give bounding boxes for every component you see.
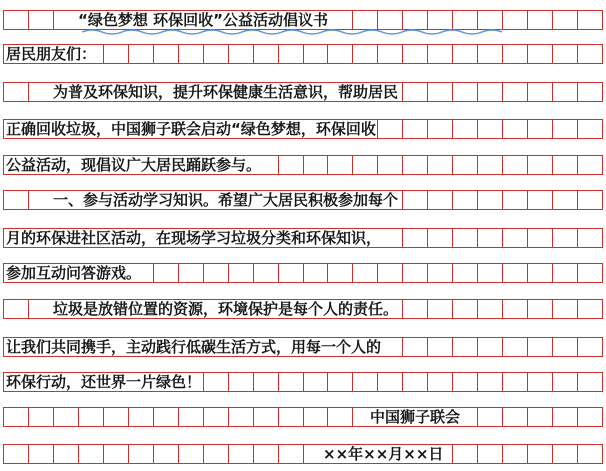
- grid-row: [3, 407, 603, 427]
- grid-cell: [503, 263, 528, 283]
- grid-cell: [428, 119, 453, 139]
- grid-cell: [528, 10, 553, 30]
- grid-cell: [378, 10, 403, 30]
- grid-cell: [503, 444, 528, 464]
- grid-cell: [478, 337, 503, 357]
- grid-cell: [129, 407, 154, 427]
- grid-cell: [304, 44, 329, 64]
- grid-cell: [378, 337, 403, 357]
- grid-cell: [54, 10, 79, 30]
- grid-cell: [353, 263, 378, 283]
- grid-cell: [578, 337, 603, 357]
- grid-cell: [179, 407, 204, 427]
- grid-cell: [4, 10, 29, 30]
- grid-cell: [378, 372, 403, 392]
- grid-cell: [578, 10, 603, 30]
- grid-cell: [229, 444, 254, 464]
- paragraph-2-line-3: 参加互动问答游戏。: [6, 264, 142, 282]
- grid-cell: [478, 263, 503, 283]
- grid-cell: [403, 119, 428, 139]
- grid-row: [3, 444, 603, 464]
- grid-cell: [478, 299, 503, 319]
- grid-cell: [353, 10, 378, 30]
- grid-cell: [254, 44, 279, 64]
- grid-cell: [453, 263, 478, 283]
- grid-cell: [129, 444, 154, 464]
- grid-cell: [553, 119, 578, 139]
- grid-cell: [578, 444, 603, 464]
- grid-cell: [254, 372, 279, 392]
- grid-cell: [553, 299, 578, 319]
- grid-cell: [553, 228, 578, 248]
- grid-cell: [428, 82, 453, 102]
- grid-cell: [29, 299, 54, 319]
- grid-cell: [229, 44, 254, 64]
- grid-cell: [403, 263, 428, 283]
- grid-cell: [453, 299, 478, 319]
- grid-cell: [279, 372, 304, 392]
- paragraph-1-line-3: 公益活动，现倡议广大居民踊跃参与。: [6, 156, 262, 174]
- grid-cell: [528, 263, 553, 283]
- grid-cell: [478, 155, 503, 175]
- grid-cell: [378, 228, 403, 248]
- grid-cell: [528, 155, 553, 175]
- grid-cell: [54, 407, 79, 427]
- grid-cell: [428, 155, 453, 175]
- grid-cell: [378, 44, 403, 64]
- grid-cell: [403, 10, 428, 30]
- grid-cell: [304, 407, 329, 427]
- grid-cell: [528, 444, 553, 464]
- grid-cell: [578, 155, 603, 175]
- grid-cell: [503, 155, 528, 175]
- grid-cell: [528, 372, 553, 392]
- grid-cell: [553, 337, 578, 357]
- paragraph-4-line-1: 让我们共同携手，主动践行低碳生活方式，用每一个人的: [6, 338, 382, 356]
- grid-cell: [154, 407, 179, 427]
- grid-cell: [378, 119, 403, 139]
- grid-cell: [578, 407, 603, 427]
- grid-cell: [528, 299, 553, 319]
- grid-cell: [503, 82, 528, 102]
- grid-cell: [428, 228, 453, 248]
- grid-cell: [328, 155, 353, 175]
- grid-cell: [503, 337, 528, 357]
- grid-cell: [304, 263, 329, 283]
- grid-cell: [528, 119, 553, 139]
- grid-cell: [553, 82, 578, 102]
- grid-cell: [453, 337, 478, 357]
- grid-cell: [353, 155, 378, 175]
- grid-cell: [403, 337, 428, 357]
- grid-cell: [54, 444, 79, 464]
- grid-cell: [453, 10, 478, 30]
- grid-cell: [4, 190, 29, 210]
- grid-cell: [528, 190, 553, 210]
- grid-cell: [279, 263, 304, 283]
- grid-cell: [378, 263, 403, 283]
- grid-cell: [503, 372, 528, 392]
- grid-cell: [578, 44, 603, 64]
- grid-cell: [503, 119, 528, 139]
- grid-cell: [578, 299, 603, 319]
- grid-cell: [428, 299, 453, 319]
- grid-cell: [553, 10, 578, 30]
- grid-cell: [378, 155, 403, 175]
- grid-cell: [4, 82, 29, 102]
- grid-cell: [553, 407, 578, 427]
- grid-cell: [204, 263, 229, 283]
- grid-cell: [453, 444, 478, 464]
- grid-cell: [478, 372, 503, 392]
- grid-cell: [104, 444, 129, 464]
- grid-cell: [553, 444, 578, 464]
- grid-cell: [428, 190, 453, 210]
- grid-cell: [254, 407, 279, 427]
- grid-cell: [428, 44, 453, 64]
- grid-cell: [304, 155, 329, 175]
- grid-cell: [29, 10, 54, 30]
- grid-cell: [279, 444, 304, 464]
- grid-cell: [403, 82, 428, 102]
- grid-cell: [179, 444, 204, 464]
- grid-cell: [528, 44, 553, 64]
- grid-cell: [578, 228, 603, 248]
- grid-cell: [503, 190, 528, 210]
- grid-cell: [79, 444, 104, 464]
- grid-cell: [403, 155, 428, 175]
- grid-cell: [4, 444, 29, 464]
- grid-cell: [179, 263, 204, 283]
- grid-cell: [478, 10, 503, 30]
- grid-cell: [29, 190, 54, 210]
- grid-cell: [29, 82, 54, 102]
- grid-cell: [503, 44, 528, 64]
- grid-cell: [453, 372, 478, 392]
- grid-cell: [578, 263, 603, 283]
- grid-cell: [503, 407, 528, 427]
- grid-cell: [578, 119, 603, 139]
- grid-cell: [528, 407, 553, 427]
- grid-cell: [428, 263, 453, 283]
- grid-cell: [428, 337, 453, 357]
- grid-cell: [279, 407, 304, 427]
- grid-cell: [229, 372, 254, 392]
- grid-cell: [154, 44, 179, 64]
- grid-cell: [428, 372, 453, 392]
- grid-cell: [453, 119, 478, 139]
- grid-cell: [179, 44, 204, 64]
- grid-cell: [403, 372, 428, 392]
- grid-cell: [279, 44, 304, 64]
- grid-cell: [328, 10, 353, 30]
- grid-cell: [578, 190, 603, 210]
- signature: 中国狮子联会: [370, 408, 461, 426]
- grid-cell: [453, 44, 478, 64]
- grid-cell: [578, 372, 603, 392]
- grid-cell: [553, 263, 578, 283]
- grid-cell: [353, 372, 378, 392]
- grid-cell: [204, 407, 229, 427]
- grid-cell: [553, 44, 578, 64]
- grid-cell: [403, 228, 428, 248]
- paragraph-1-line-1: 为普及环保知识，提升环保健康生活意识，帮助居民: [53, 83, 399, 101]
- grid-cell: [328, 407, 353, 427]
- paragraph-1-line-2: 正确回收垃圾，中国狮子联会启动“绿色梦想，环保回收: [6, 120, 376, 138]
- grid-cell: [528, 82, 553, 102]
- grid-cell: [403, 190, 428, 210]
- paragraph-2-line-2: 月的环保进社区活动，在现场学习垃圾分类和环保知识，: [6, 229, 382, 247]
- grid-cell: [553, 155, 578, 175]
- grid-cell: [478, 190, 503, 210]
- grid-cell: [328, 44, 353, 64]
- grid-cell: [453, 228, 478, 248]
- grid-cell: [4, 299, 29, 319]
- grid-cell: [453, 82, 478, 102]
- grid-cell: [478, 82, 503, 102]
- grid-cell: [328, 372, 353, 392]
- date: ××年××月××日: [323, 445, 444, 463]
- paragraph-2-line-1: 一、参与活动学习知识。希望广大居民积极参加每个: [53, 191, 399, 209]
- grid-cell: [553, 372, 578, 392]
- grid-cell: [204, 444, 229, 464]
- grid-cell: [279, 155, 304, 175]
- grid-cell: [104, 44, 129, 64]
- salutation: 居民朋友们：: [6, 45, 97, 63]
- grid-cell: [503, 10, 528, 30]
- grid-cell: [254, 444, 279, 464]
- grid-cell: [304, 372, 329, 392]
- grid-cell: [29, 444, 54, 464]
- grid-cell: [129, 44, 154, 64]
- grid-cell: [528, 228, 553, 248]
- grid-cell: [229, 407, 254, 427]
- grid-cell: [403, 299, 428, 319]
- paragraph-3-line-1: 垃圾是放错位置的资源，环境保护是每个人的责任。: [53, 300, 399, 318]
- grid-cell: [154, 263, 179, 283]
- grid-cell: [154, 444, 179, 464]
- grid-cell: [104, 407, 129, 427]
- grid-cell: [528, 337, 553, 357]
- grid-cell: [578, 82, 603, 102]
- grid-cell: [328, 263, 353, 283]
- grid-cell: [403, 44, 428, 64]
- document-title: “绿色梦想 环保回收”公益活动倡议书: [78, 11, 328, 29]
- grid-cell: [453, 190, 478, 210]
- grid-cell: [503, 299, 528, 319]
- grid-cell: [478, 119, 503, 139]
- grid-cell: [79, 407, 104, 427]
- grid-cell: [478, 444, 503, 464]
- grid-cell: [353, 44, 378, 64]
- grid-cell: [29, 407, 54, 427]
- grid-cell: [478, 44, 503, 64]
- grid-cell: [453, 155, 478, 175]
- grid-cell: [478, 407, 503, 427]
- grid-cell: [428, 10, 453, 30]
- grid-cell: [204, 44, 229, 64]
- paragraph-4-line-2: 环保行动，还世界一片绿色！: [6, 373, 202, 391]
- grid-cell: [478, 228, 503, 248]
- grid-cell: [229, 263, 254, 283]
- grid-cell: [254, 263, 279, 283]
- grid-cell: [553, 190, 578, 210]
- grid-cell: [204, 372, 229, 392]
- grid-cell: [4, 407, 29, 427]
- grid-cell: [503, 228, 528, 248]
